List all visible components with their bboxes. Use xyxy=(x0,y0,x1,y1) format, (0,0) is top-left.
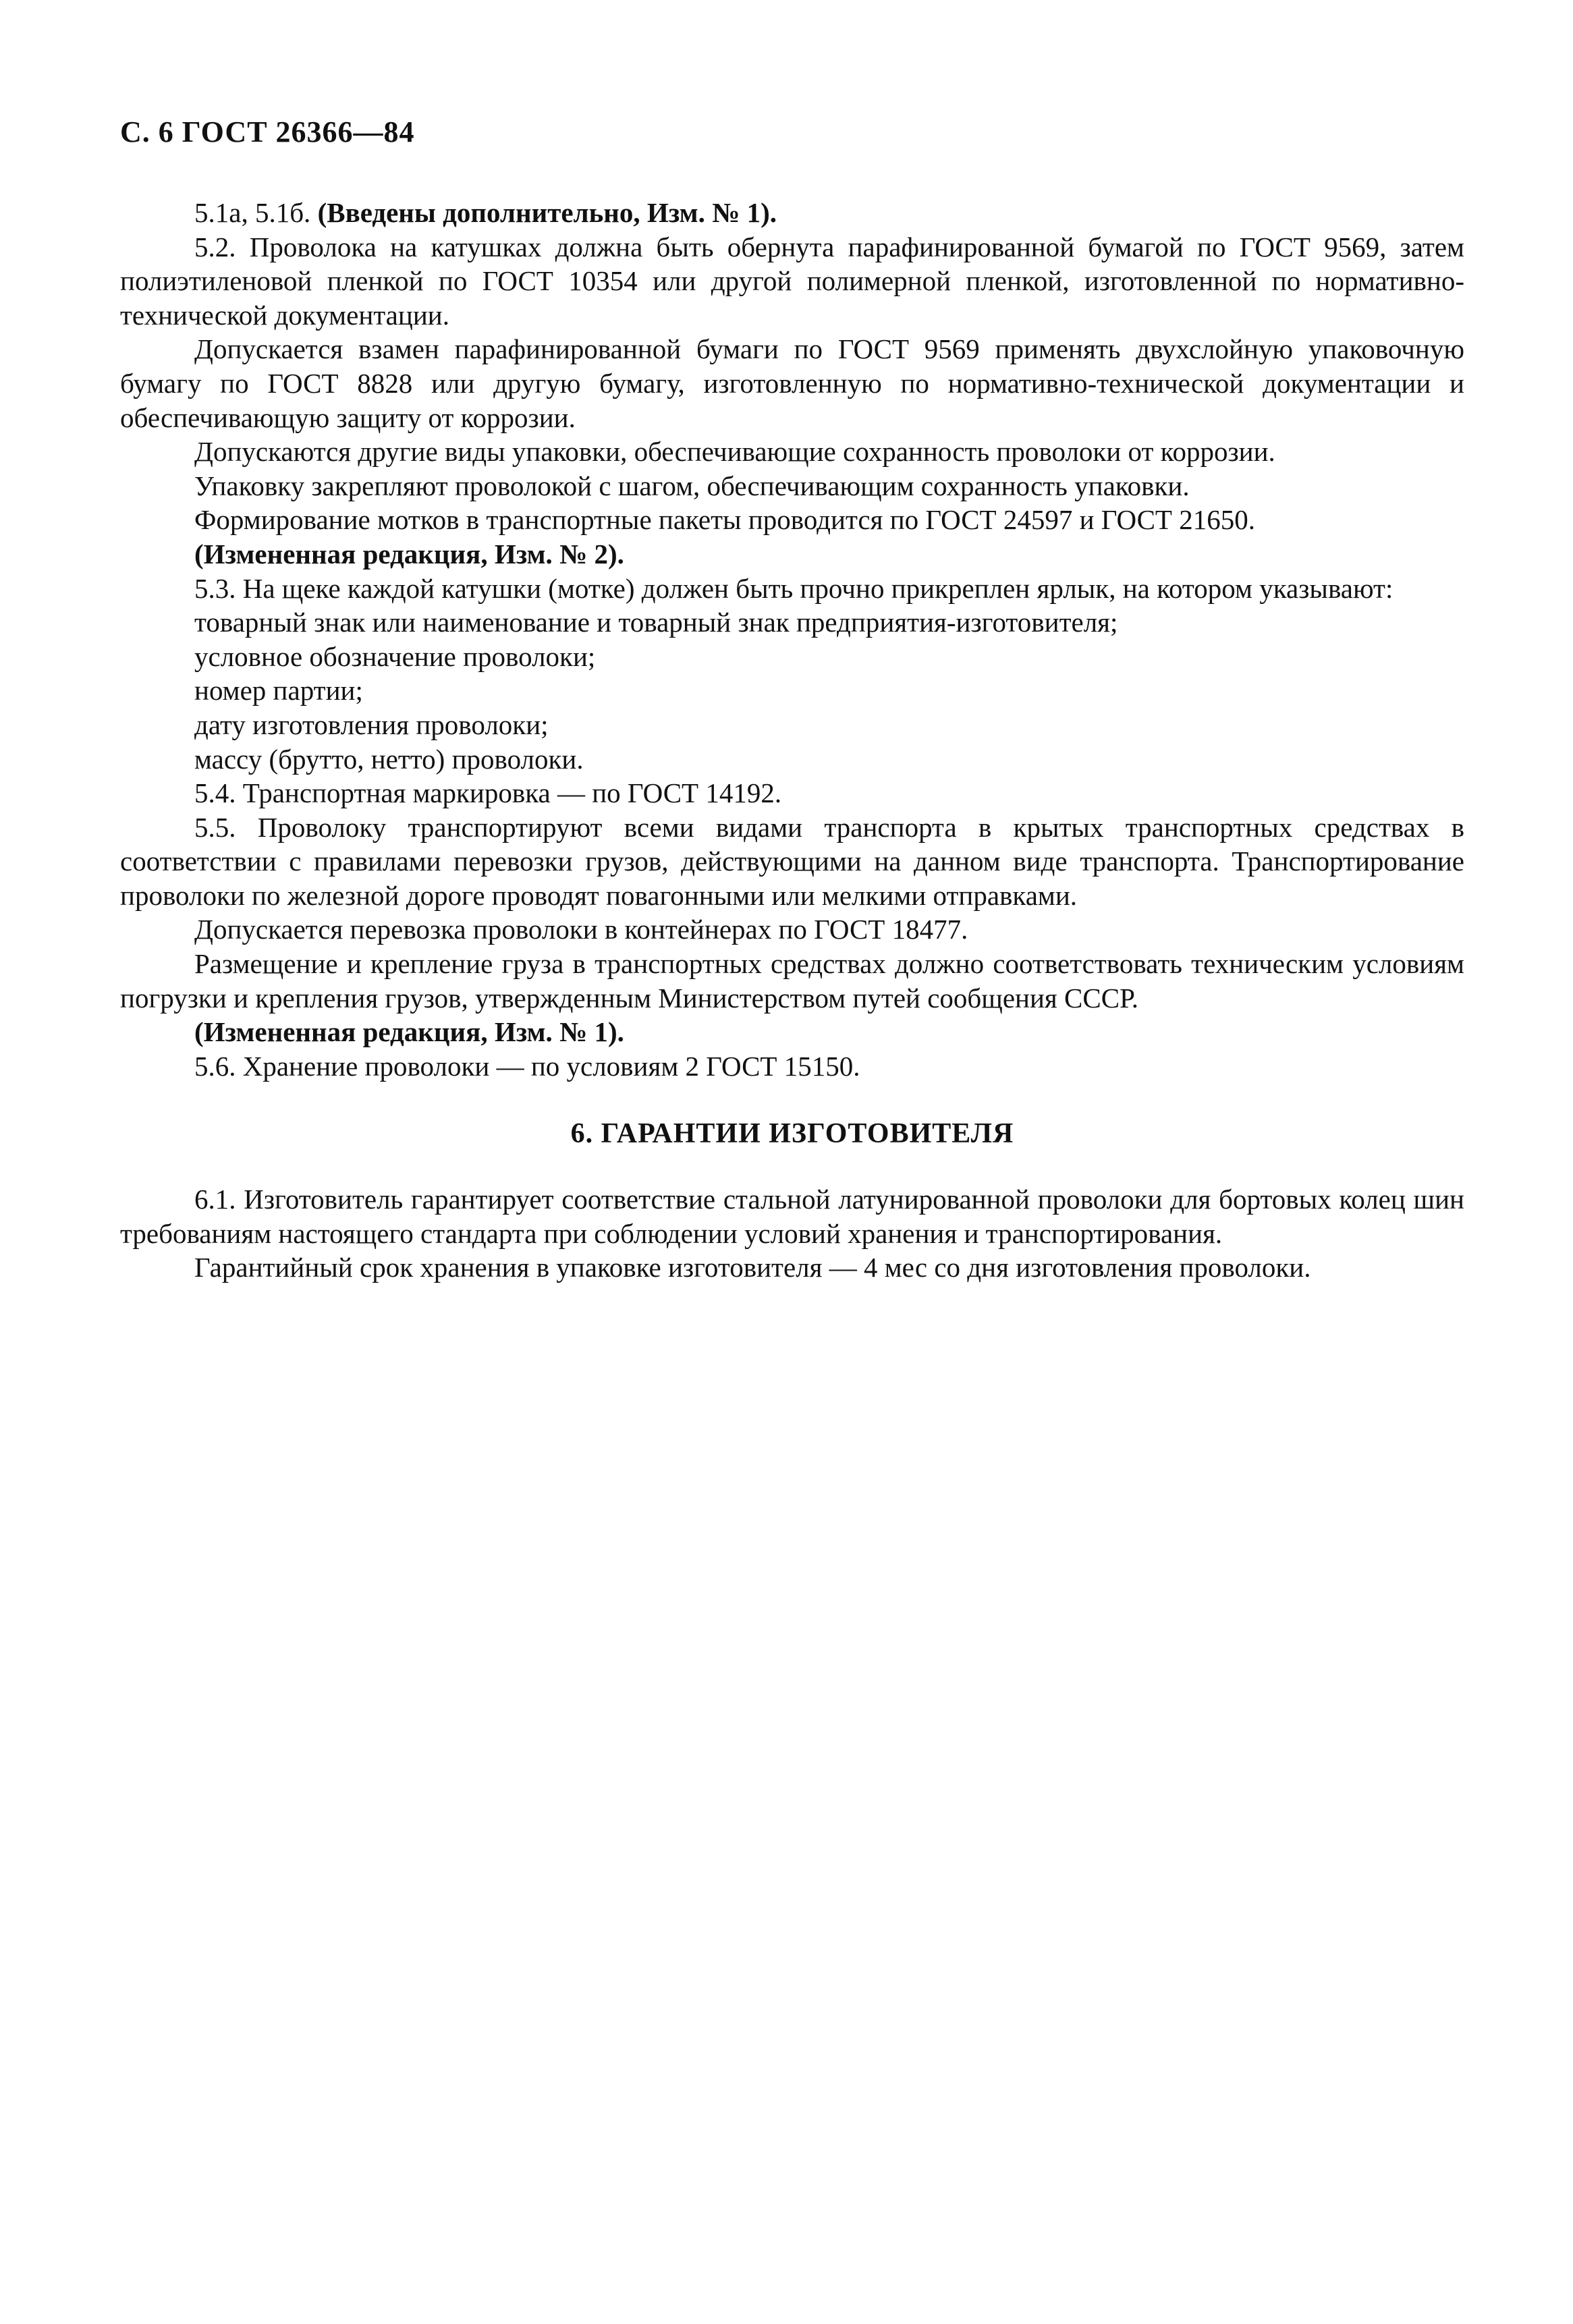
list-item-batch-number: номер партии; xyxy=(194,675,363,707)
paragraph-5-4: 5.4. Транспортная маркировка — по ГОСТ 14192. xyxy=(194,777,782,809)
page-header: С. 6 ГОСТ 26366—84 xyxy=(120,115,415,148)
paragraph-cargo-placement: Размещение и крепление груза в транспортных средствах должно соответствовать техническим условиям погрузки и крепления грузов, утвержденным Министерством путей сообщения СССР. xyxy=(120,948,1464,1014)
paragraph-5-1a: 5.1а, 5.1б. (Введены дополнительно, Изм. № 1). xyxy=(194,197,777,228)
paragraph-5-2: 5.2. Проволока на катушках должна быть обернута парафинированной бумагой по ГОСТ 9569, затем полиэтиленовой пленкой по ГОСТ 10354 или другой полимерной пленкой, изготовленной по нормативно-технической документации. xyxy=(120,231,1464,331)
paragraph-containers: Допускается перевозка проволоки в контейнерах по ГОСТ 18477. xyxy=(194,914,968,945)
paragraph-transport-packs: Формирование мотков в транспортные пакеты проводится по ГОСТ 24597 и ГОСТ 21650. xyxy=(194,504,1255,536)
amendment-note: (Измененная редакция, Изм. № 1). xyxy=(194,1016,624,1048)
paragraph-5-5: 5.5. Проволоку транспортируют всеми видами транспорта в крытых транспортных средствах в соответствии с правилами перевозки грузов, действующими на данном виде транспорта. Транспортирование проволоки по железной дороге проводят повагонными или мелкими отправками. xyxy=(120,811,1464,911)
paragraph-other-packaging: Допускаются другие виды упаковки, обеспечивающие сохранность проволоки от коррозии. xyxy=(194,436,1275,468)
paragraph-wrapping-alternative: Допускается взамен парафинированной бумаги по ГОСТ 9569 применять двухслойную упаковочную бумагу по ГОСТ 8828 или другую бумагу, изготовленную по нормативно-технической документации и обеспечивающую защиту от коррозии. xyxy=(120,333,1464,433)
paragraph-warranty-period: Гарантийный срок хранения в упаковке изготовителя — 4 мес со дня изготовления проволоки. xyxy=(194,1252,1311,1283)
document-body xyxy=(120,196,1464,1285)
paragraph-amendment-2 xyxy=(120,537,1464,572)
list-item-trademark: товарный знак или наименование и товарный знак предприятия-изготовителя; xyxy=(194,607,1118,638)
section-title: 6. ГАРАНТИИ ИЗГОТОВИТЕЛЯ xyxy=(570,1118,1014,1150)
amendment-note: (Измененная редакция, Изм. № 2). xyxy=(194,538,624,570)
paragraph-6-1: 6.1. Изготовитель гарантирует соответствие стальной латунированной проволоки для бортовых колец шин требованиям настоящего стандарта при соблюдении условий хранения и транспортирования. xyxy=(120,1184,1464,1249)
list-item-designation: условное обозначение проволоки; xyxy=(194,640,596,672)
paragraph-5-3: 5.3. На щеке каждой катушки (мотке) должен быть прочно прикреплен ярлык, на котором указывают: xyxy=(194,572,1393,604)
list-item-manufacture-date: дату изготовления проволоки; xyxy=(194,709,549,740)
amendment-note: (Введены дополнительно, Изм. № 1). xyxy=(317,197,777,228)
paragraph-packaging-fixing: Упаковку закрепляют проволокой с шагом, обеспечивающим сохранность упаковки. xyxy=(194,470,1190,501)
list-item-mass: массу (брутто, нетто) проволоки. xyxy=(194,743,584,775)
paragraph-5-6: 5.6. Хранение проволоки — по условиям 2 ГОСТ 15150. xyxy=(194,1050,860,1082)
paragraph-amendment-1 xyxy=(120,1015,1464,1049)
